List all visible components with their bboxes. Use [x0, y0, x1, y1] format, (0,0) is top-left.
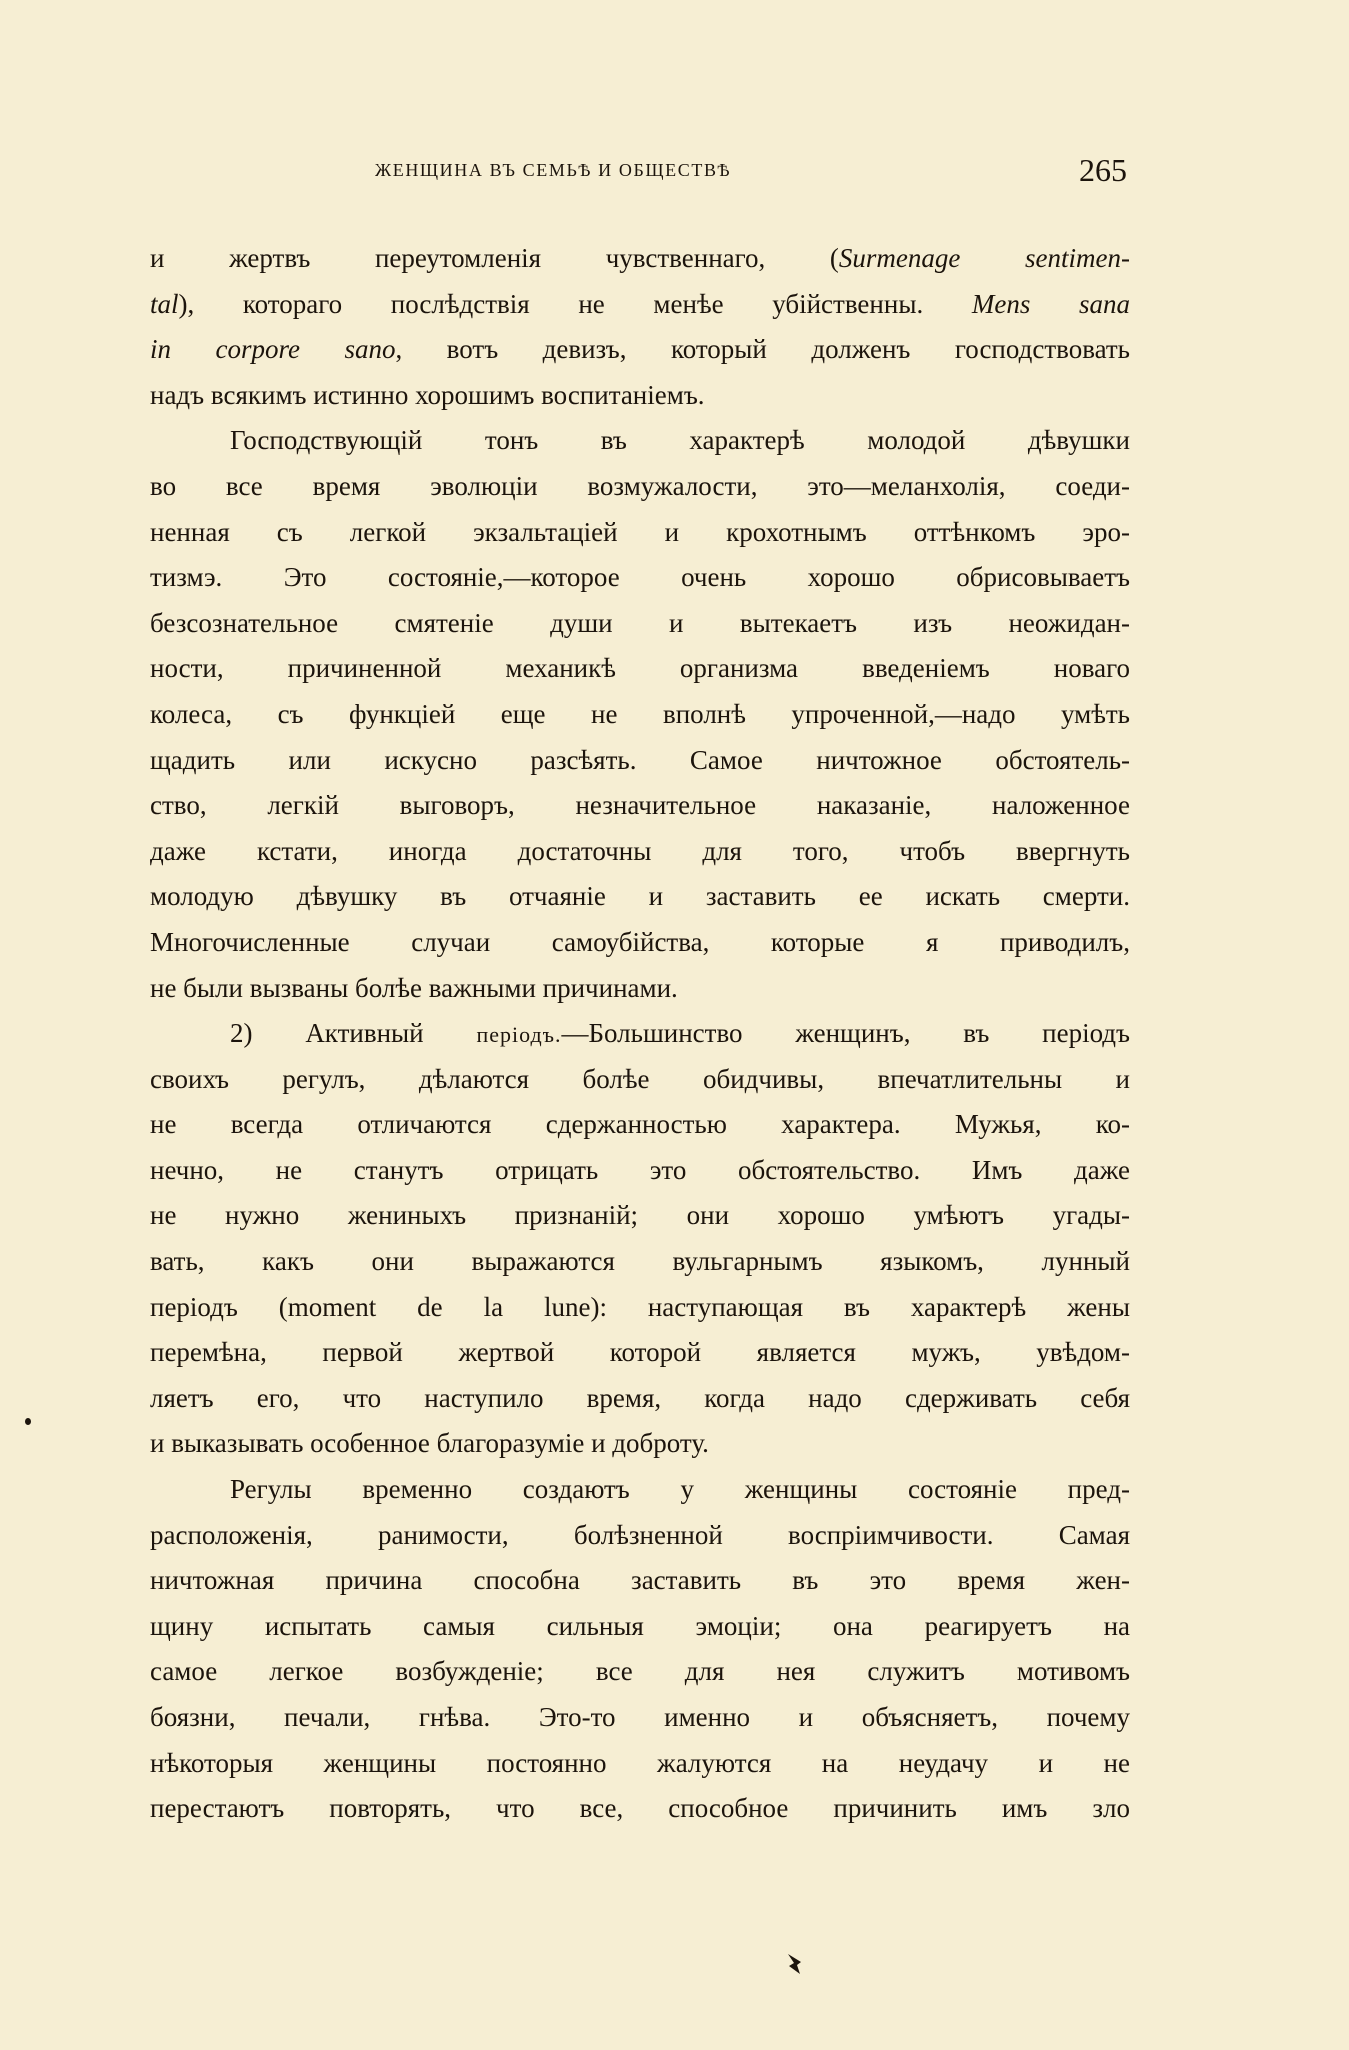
text-line — [150, 236, 1130, 282]
text-line — [150, 1513, 1130, 1559]
text-run: даже кстати, иногда достаточны для того, чтобъ ввергнуть — [150, 835, 1130, 866]
text-line — [150, 373, 1130, 419]
text-line — [150, 1421, 1130, 1467]
text-run: щадить или искусно разсѣять. Самое ничтожное обстоятель- — [150, 744, 1130, 775]
text-run: —Большинство женщинъ, въ періодъ — [561, 1018, 1130, 1049]
paragraph — [150, 1011, 1130, 1467]
italic-phrase: in corpore sano — [150, 334, 396, 365]
page-number: 265 — [1079, 152, 1127, 188]
paragraph — [150, 236, 1130, 418]
margin-dot-mark — [25, 1418, 31, 1425]
text-run: надъ всякимъ истинно хорошимъ воспитаніемъ. — [150, 379, 705, 410]
text-line — [150, 1285, 1130, 1331]
page-header — [150, 152, 1130, 196]
text-run: періодъ (moment de la lune): наступающая въ характерѣ жены — [150, 1291, 1130, 1322]
text-line — [150, 783, 1130, 829]
text-line — [150, 966, 1130, 1012]
italic-phrase: Mens sana — [971, 288, 1130, 319]
text-run: во все время эволюціи возмужалости, это—меланхолія, соеди- — [150, 470, 1130, 501]
text-run: ности, причиненной механикѣ организма введеніемъ новаго — [150, 653, 1130, 684]
text-run: вать, какъ они выражаются вульгарнымъ языкомъ, лунный — [150, 1246, 1130, 1277]
text-line — [150, 510, 1130, 556]
text-run: самое легкое возбужденіе; все для нея служитъ мотивомъ — [150, 1656, 1130, 1687]
text-line — [150, 1376, 1130, 1422]
body-text — [150, 236, 1130, 1832]
text-run: боязни, печали, гнѣва. Это-то именно и объясняетъ, почему — [150, 1702, 1130, 1732]
text-line — [150, 282, 1130, 328]
ink-mark — [785, 1953, 803, 1975]
text-run: колеса, съ функціей еще не вполнѣ упроченной,—надо умѣть — [150, 698, 1130, 729]
text-run: ничтожная причина способна заставить въ это время жен- — [150, 1565, 1130, 1596]
text-line — [150, 1330, 1130, 1376]
text-run: не всегда отличаются сдержанностью характера. Мужья, ко- — [150, 1109, 1130, 1140]
text-line — [150, 418, 1130, 464]
text-line — [150, 738, 1130, 784]
text-run: нечно, не станутъ отрицать это обстоятельство. Имъ даже — [150, 1154, 1130, 1185]
text-run: не нужно жениныхъ признаній; они хорошо умѣютъ угады- — [150, 1200, 1130, 1231]
text-line — [150, 692, 1130, 738]
text-run: 2) Активный — [230, 1018, 477, 1049]
text-line — [150, 464, 1130, 510]
text-run: ненная съ легкой экзальтаціей и крохотнымъ оттѣнкомъ эро- — [150, 516, 1130, 547]
text-line — [150, 1102, 1130, 1148]
small-caps-term: періодъ. — [476, 1022, 562, 1048]
text-line — [150, 1695, 1130, 1741]
text-line — [150, 829, 1130, 875]
text-run: молодую дѣвушку въ отчаяніе и заставить ее искать смерти. — [150, 881, 1130, 912]
text-line — [150, 1558, 1130, 1604]
italic-phrase: Surmenage sentimen- — [838, 243, 1130, 273]
text-run: Многочисленные случаи самоубійства, которые я приводилъ, — [150, 926, 1130, 957]
paragraph — [150, 418, 1130, 1011]
italic-phrase: tal — [150, 288, 179, 319]
text-run: тизмэ. Это состояніе,—которое очень хорошо обрисовываетъ — [150, 562, 1130, 593]
text-line — [150, 327, 1130, 373]
text-line — [150, 1148, 1130, 1194]
text-run: безсознательное смятеніе души и вытекаетъ изъ неожидан- — [150, 607, 1130, 638]
text-line — [150, 1604, 1130, 1650]
text-line — [150, 874, 1130, 920]
text-run: ство, легкій выговоръ, незначительное наказаніе, наложенное — [150, 790, 1130, 821]
text-run: Господствующій тонъ въ характерѣ молодой дѣвушки — [230, 425, 1130, 456]
text-run: и жертвъ переутомленія чувственнаго, ( — [150, 243, 839, 273]
text-run: перестаютъ повторять, что все, способное причинить имъ зло — [150, 1793, 1130, 1824]
text-run: , вотъ девизъ, который долженъ господствовать — [395, 334, 1130, 365]
running-head: ЖЕНЩИНА ВЪ СЕМЬѢ И ОБЩЕСТВѢ — [375, 160, 732, 180]
text-run: и выказывать особенное благоразуміе и доброту. — [150, 1428, 709, 1459]
text-line — [150, 1193, 1130, 1239]
text-line — [150, 1057, 1130, 1103]
text-run: нѣкоторыя женщины постоянно жалуются на неудачу и не — [150, 1747, 1130, 1778]
text-line — [150, 1741, 1130, 1787]
text-line — [150, 646, 1130, 692]
text-line — [150, 1649, 1130, 1695]
text-run: расположенія, ранимости, болѣзненной воспріимчивости. Самая — [150, 1519, 1130, 1550]
text-run: своихъ регулъ, дѣлаются болѣе обидчивы, впечатлительны и — [150, 1063, 1130, 1094]
text-line — [150, 1467, 1130, 1513]
text-run: перемѣна, первой жертвой которой является мужъ, увѣдом- — [150, 1337, 1130, 1368]
text-run: щину испытать самыя сильныя эмоціи; она реагируетъ на — [150, 1610, 1130, 1641]
text-line — [150, 1239, 1130, 1285]
text-line — [150, 1011, 1130, 1057]
text-run: ляетъ его, что наступило время, когда надо сдерживать себя — [150, 1382, 1130, 1413]
text-line — [150, 601, 1130, 647]
paragraph — [150, 1467, 1130, 1832]
text-run: не были вызваны болѣе важными причинами. — [150, 972, 678, 1003]
text-line — [150, 1786, 1130, 1832]
text-run: ), котораго послѣдствія не менѣе убійственны. — [178, 288, 972, 319]
text-line — [150, 920, 1130, 966]
text-line — [150, 555, 1130, 601]
text-run: Регулы временно создаютъ у женщины состояніе пред- — [230, 1474, 1130, 1505]
